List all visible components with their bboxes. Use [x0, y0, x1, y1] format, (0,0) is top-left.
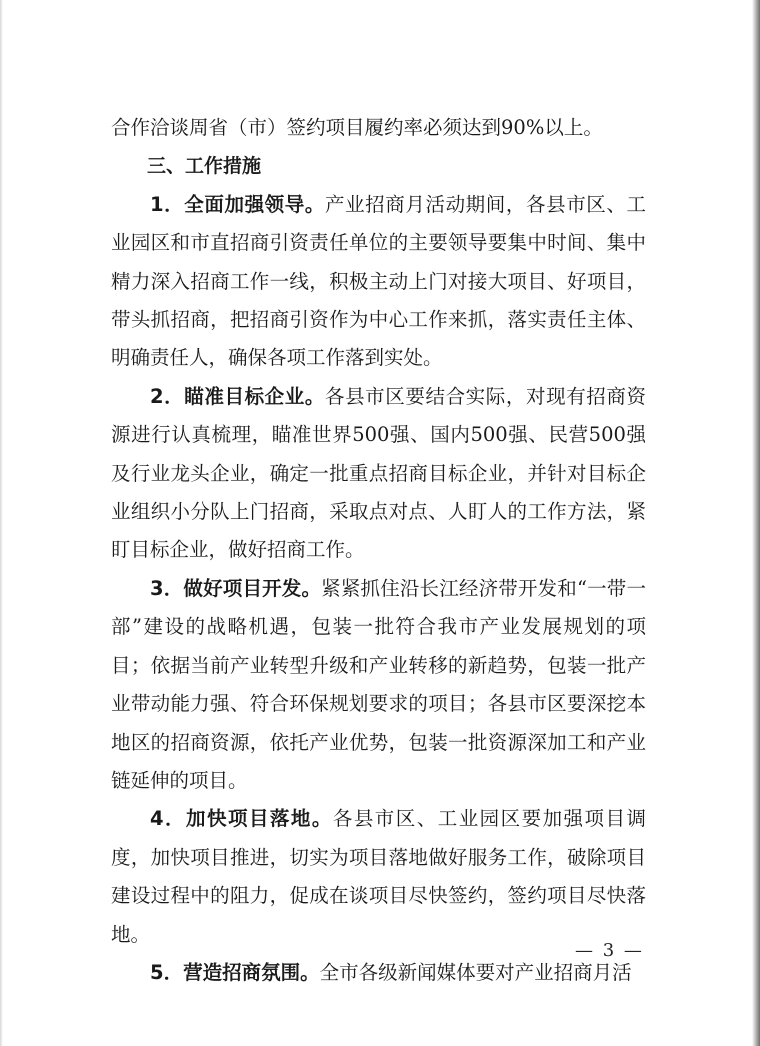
document-page [111, 109, 646, 992]
paragraph-5-lead: 5．营造招商氛围。 [150, 960, 320, 984]
paragraph-4 [111, 800, 646, 954]
continuation-paragraph: 合作洽谈周省（市）签约项目履约率必须达到90%以上。 [111, 116, 603, 139]
page-number: — 3 — [575, 940, 644, 961]
paragraph-1-body: 产业招商月活动期间，各县市区、工业园区和市直招商引资责任单位的主要领导要集中时间、集中精力深入招商工作一线，积极主动上门对接大项目、好项目，带头抓招商，把招商引资作为中心工作来抓，落实责任主体、明确责任人，确保各项工作落到实处。 [111, 192, 646, 370]
paragraph-3-body: 紧紧抓住沿长江经济带开发和“一带一部”建设的战略机遇，包装一批符合我市产业发展规划的项目；依据当前产业转型升级和产业转移的新趋势，包装一批产业带动能力强、符合环保规划要求的项目；各县市区要深挖本地区的招商资源，依托产业优势，包装一批资源深加工和产业链延伸的项目。 [111, 576, 646, 792]
paragraph-1-lead: 1．全面加强领导。 [150, 192, 325, 216]
paragraph-4-body: 各县市区、工业园区要加强项目调度，加快项目推进，切实为项目落地做好服务工作，破除项目建设过程中的阻力，促成在谈项目尽快签约，签约项目尽快落地。 [111, 807, 646, 946]
paragraph-2-lead: 2．瞄准目标企业。 [150, 384, 325, 408]
paragraph-5-body: 全市各级新闻媒体要对产业招商月活 [319, 960, 632, 984]
scan-left-edge [0, 0, 3, 1046]
paragraph-1 [111, 186, 646, 378]
paragraph-2 [111, 378, 646, 570]
paragraph-4-lead: 4．加快项目落地。 [150, 807, 333, 831]
paragraph-2-body: 各县市区要结合实际，对现有招商资源进行认真梳理，瞄准世界500强、国内500强、民营500强及行业龙头企业，确定一批重点招商目标企业，并针对目标企业组织小分队上门招商，采取点对点、人盯人的工作方法，紧盯目标企业，做好招商工作。 [111, 384, 646, 562]
paragraph-3 [111, 570, 646, 800]
paragraph-5 [111, 954, 646, 992]
scan-right-edge [752, 0, 760, 1046]
section-heading: 三、工作措施 [147, 155, 262, 178]
paragraph-3-lead: 3．做好项目开发。 [150, 576, 322, 600]
